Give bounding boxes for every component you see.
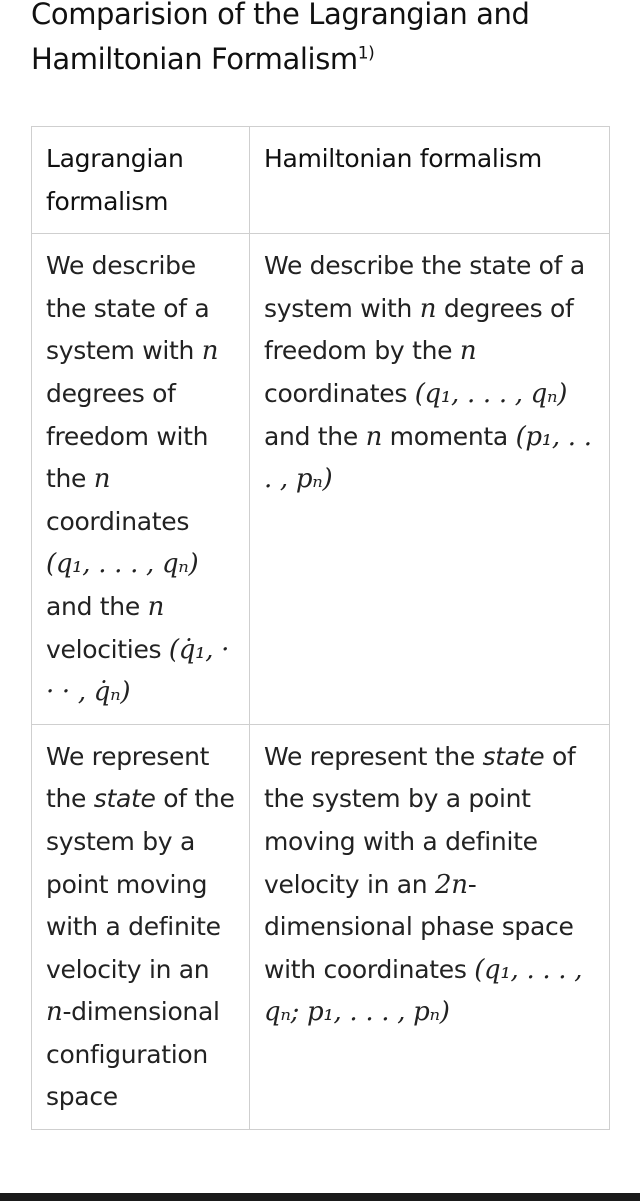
cell-hamiltonian-representation (250, 724, 610, 1129)
emphasis-state: state (93, 784, 156, 814)
text: We represent the (46, 741, 210, 814)
cell-hamiltonian-state-description (250, 234, 610, 725)
text: We describe the state of a system with (46, 251, 210, 366)
text: We represent the (264, 741, 483, 771)
page-title (31, 0, 621, 82)
math-n: n (459, 336, 477, 367)
math-n: n (201, 336, 219, 367)
table-header-row (32, 127, 610, 234)
text: -dimensional configuration space (46, 997, 220, 1112)
bottom-bar (0, 1193, 640, 1201)
text: momenta (382, 421, 516, 451)
cell-lagrangian-representation (32, 724, 250, 1129)
math-velocities: (q̇₁, · · · , q̇ₙ) (46, 634, 230, 708)
footnote-ref[interactable]: 1) (357, 43, 375, 64)
math-phase-coordinates: (q₁, . . . , qₙ; p₁, . . . , pₙ) (264, 954, 583, 1028)
math-n: n (46, 997, 63, 1028)
text: coordinates (46, 506, 190, 536)
math-coordinates: (q₁, . . . , qₙ) (46, 549, 199, 580)
math-momenta: (p₁, . . . , pₙ) (264, 421, 592, 495)
math-2n: 2n (435, 869, 468, 900)
table-row (32, 724, 610, 1129)
text: degrees of freedom with the (46, 378, 209, 494)
table-row (32, 234, 610, 725)
math-n: n (419, 293, 437, 324)
text: We describe the state of a system with (264, 251, 585, 323)
page-title-text: Comparision of the Lagrangian and Hamiltonian Formalism (31, 0, 530, 76)
math-n: n (147, 591, 165, 622)
text: degrees of freedom by the (264, 293, 574, 366)
text: of the system by a point moving with a definite velocity in an (264, 741, 576, 899)
header-hamiltonian: Hamiltonian formalism (250, 127, 610, 234)
math-n: n (365, 421, 383, 452)
cell-lagrangian-state-description (32, 234, 250, 725)
text: and the (46, 591, 148, 621)
math-coordinates: (q₁, . . . , qₙ) (414, 378, 568, 409)
text: coordinates (264, 378, 415, 408)
comparison-table (31, 126, 610, 1130)
math-n: n (93, 464, 111, 495)
text: and the (264, 421, 366, 451)
header-lagrangian: Lagrangian formalism (32, 127, 250, 234)
text: velocities (46, 634, 169, 664)
text: -dimensional phase space with coordinates (264, 869, 574, 984)
text: of the system by a point moving with a definite velocity in an (46, 784, 235, 984)
emphasis-state: state (482, 741, 545, 771)
